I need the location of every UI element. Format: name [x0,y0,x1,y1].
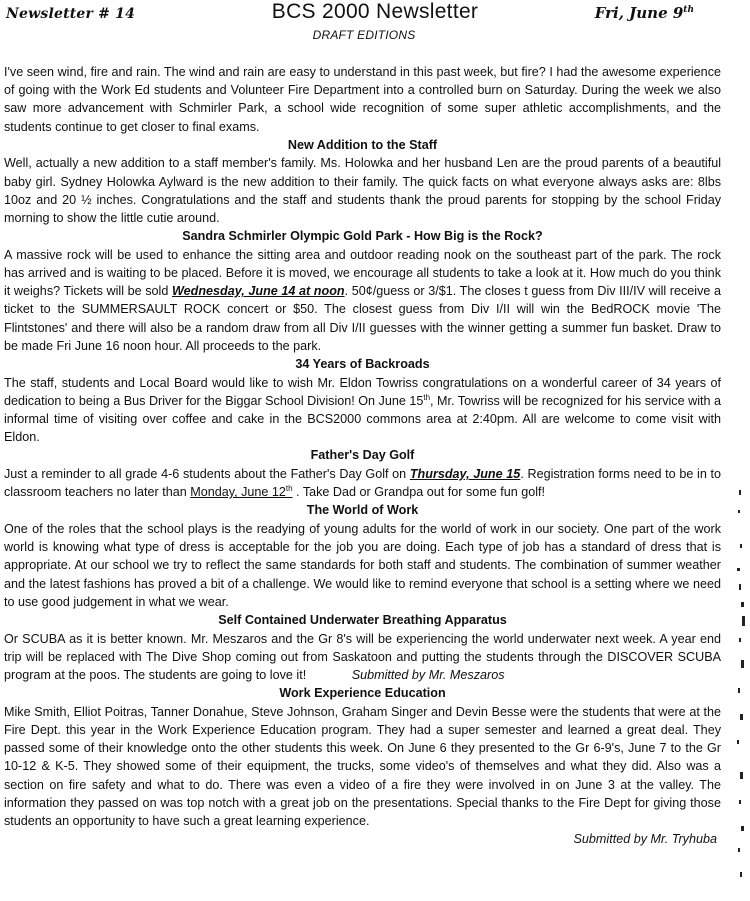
issue-number: Newsletter # 14 [6,6,136,22]
scuba-signature: Submitted by Mr. Meszaros [351,668,505,683]
edition-subtitle: DRAFT EDITIONS [312,28,416,42]
rock-text-a: A massive rock will be used to enhance the sitting area and outdoor reading nook on the southeast part of the park. The rock has arrived and is waiting to be placed. Before it is moved, we encourage all students to take a look at it. How much do you think it weighs? Tickets will be sold [4,247,721,299]
scuba-paragraph [4,630,721,685]
rock-text-b: . 50¢/guess or 3/$1. The closes t guess from Div III/IV will receive a ticket to the SUMMERSAULT ROCK concert or $50. The closest guess from Div I/II will win the BedROCK movie 'The Flintstones' and there will also be a random draw from all Div I/II guesses with the winner getting a summer fun basket. Draw to be made Fri June 16 noon hour. All proceeds to the park. [4,284,721,353]
issue-date [595,4,694,22]
newsletter-title: BCS 2000 Newsletter [271,0,479,23]
rock-heading: Sandra Schmirler Olympic Gold Park - How Big is the Rock? [182,229,543,244]
staff-paragraph: Well, actually a new addition to a staff member's family. Ms. Holowka and her husband Len are the proud parents of a beautiful baby girl. Sydney Holowka Aylward is the new addition to their family. The quick facts on what everyone always asks are: 8lbs 10oz and 20 ½ inches. Congratulations and the staff and students thank the proud parents for stopping by the school Friday morning to show the little cutie around. [4,156,721,226]
golf-text-a: Just a reminder to all grade 4-6 students about the Father's Day Golf on [4,467,410,482]
workexp-heading: Work Experience Education [279,686,446,701]
backroads-paragraph [4,374,721,447]
golf-deadline-sup: th [285,484,293,494]
work-paragraph: One of the roles that the school plays is the readying of young adults for the world of work in our society. One part of the work world is knowing what type of dress is acceptable for the job you are doing. Each type of job has a standard of dress that is appropriate. At our school we try to reflect the same standards for both staff and students. The combination of summer weather and the latest fashions has proved a bit of a challenge. We would like to remind everyone that school is a setting where we need to use good judgement in what we wear. [4,522,721,609]
golf-deadline-text: Monday, June 12 [190,485,286,500]
staff-heading: New Addition to the Staff [287,137,438,152]
backroads-text-a: The staff, students and Local Board would like to wish Mr. Eldon Towriss congratulations on a wonderful career of 34 years of dedication to being a Bus Driver for the Biggar School Division! On June 15 [4,375,721,408]
issue-date-text: Fri, June 9 [594,4,684,22]
newsletter-body [4,63,721,848]
scuba-heading: Self Contained Underwater Breathing Apparatus [218,613,507,628]
work-heading: The World of Work [306,503,419,518]
golf-heading: Father's Day Golf [310,448,415,463]
backroads-sup: th [423,392,431,402]
golf-paragraph [4,465,721,501]
golf-text-c: . Take Dad or Grandpa out for some fun golf! [292,485,546,500]
issue-date-suffix: th [683,5,694,15]
workexp-paragraph: Mike Smith, Elliot Poitras, Tanner Donahue, Steve Johnson, Graham Singer and Devin Besse were the students that were at the Fire Dept. this year in the Work Experience Education program. They had a super semester and learned a great deal. They passed some of their knowledge onto the other students this week. On June 6 they presented to the Gr 6-9's, June 7 to the Gr 10-12 & K-5. They showed some of their equipment, the trucks, some video's of themselves and what they did. Also was a section on fire safety and what to do. There was even a video of a fire they were involved in on June 3 at the valley. The information they passed on was top notch with a great job on the presentations. Special thanks to the Fire Dept for giving those students an opportunity to have such a great learning experience. [4,704,721,829]
scuba-text: Or SCUBA as it is better known. Mr. Meszaros and the Gr 8's will be experiencing the world underwater next week. A year end trip will be replaced with The Dive Shop coming out from Saskatoon and putting the students through the DISCOVER SCUBA program at the poos. The students are going to love it! [4,631,721,683]
golf-text-b: . Registration forms need to be in to classroom teachers no later than [4,467,721,500]
masthead [0,0,750,48]
workexp-signature: Submitted by Mr. Tryhuba [573,832,717,847]
backroads-text-b: , Mr. Towriss will be recognized for his service with a informal time of visiting over coffee and cake in the BCS2000 commons area at 2:40pm. All are welcome to come visit with Eldon. [4,393,722,445]
golf-event-date: Thursday, June 15 [409,467,521,482]
rock-ticket-date: Wednesday, June 14 at noon [171,284,345,299]
backroads-heading: 34 Years of Backroads [295,357,430,372]
rock-paragraph [4,246,721,355]
intro-paragraph: I've seen wind, fire and rain. The wind and rain are easy to understand in this past week, but fire? I had the awesome experience of going with the Work Ed students and Volunteer Fire Department into a controlled burn on Saturday. During the week we also saw more advancement with Schmirler Park, a school wide recognition of some super athletic accomplishments, and the students continue to get closer to final exams. [4,65,721,134]
scan-edge-noise [735,488,749,888]
golf-deadline [190,485,292,499]
